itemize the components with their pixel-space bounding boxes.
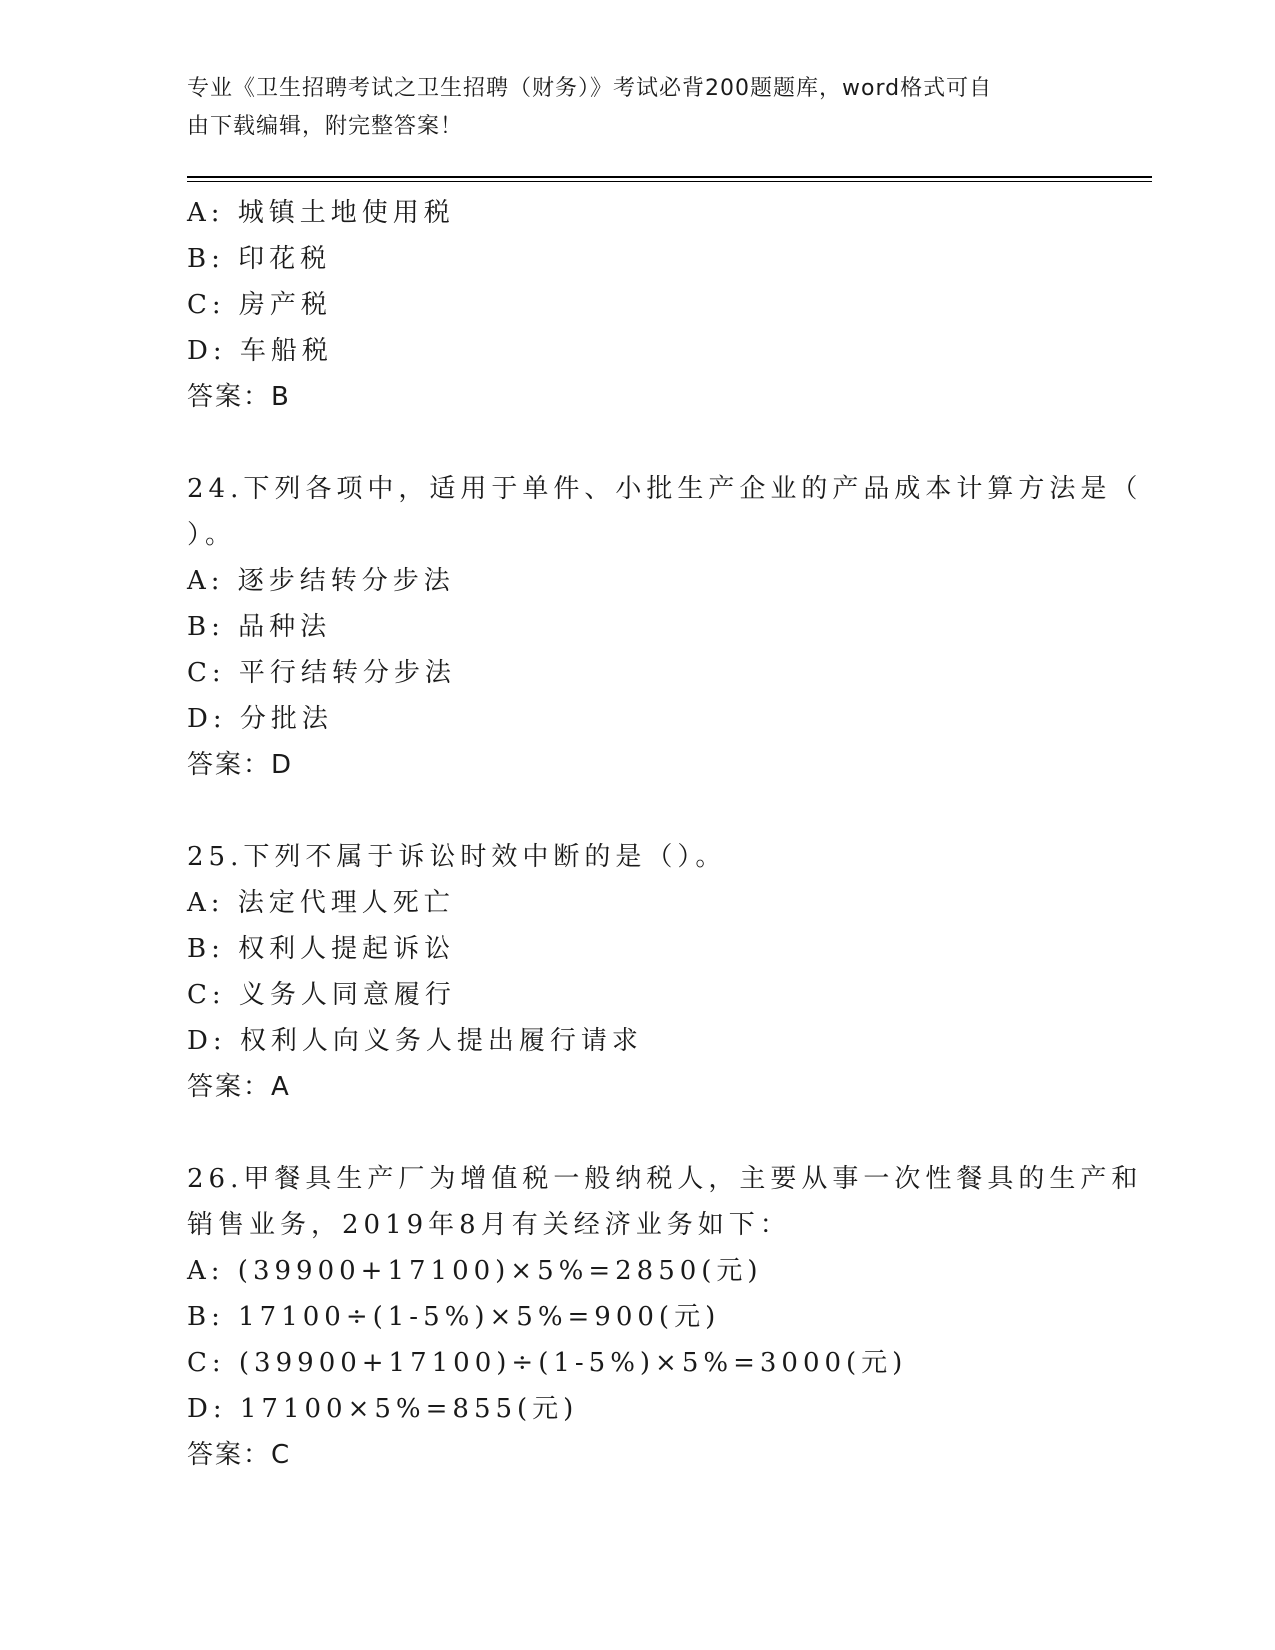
option-a: A: 城镇土地使用税 [187,198,455,228]
question-25 [187,834,1087,1110]
option-a: A: 法定代理人死亡 [187,888,455,918]
option-d: D: 车船税 [187,336,333,366]
question-stem-line-1: 24.下列各项中，适用于单件、小批生产企业的产品成本计算方法是（ [187,474,1143,504]
header-line-2: 由下载编辑，附完整答案！ [187,114,464,139]
answer-line: 答案：B [187,382,291,412]
spacer [187,420,1087,466]
question-stem-line-1: 26.甲餐具生产厂为增值税一般纳税人，主要从事一次性餐具的生产和 [187,1164,1143,1194]
option-d: D: 17100×5%=855(元) [187,1394,579,1424]
spacer [187,788,1087,834]
option-a: A: (39900+17100)×5%=2850(元) [187,1256,763,1286]
answer-line: 答案：A [187,1072,291,1102]
header-line-1: 专业《卫生招聘考试之卫生招聘（财务）》考试必背200题题库，word格式可自 [187,76,993,101]
document-header [187,70,1087,146]
answer-line: 答案：D [187,750,294,780]
option-c: C: 房产税 [187,290,332,320]
option-b: B: 17100÷(1-5%)×5%=900(元) [187,1302,721,1332]
option-c: C: 平行结转分步法 [187,658,456,688]
option-d: D: 分批法 [187,704,333,734]
question-24 [187,466,1143,788]
option-b: B: 权利人提起诉讼 [187,934,456,964]
option-b: B: 印花税 [187,244,332,274]
question-stem-line-2: 销售业务，2019年8月有关经济业务如下： [187,1210,791,1240]
question-list [187,190,1143,1478]
option-b: B: 品种法 [187,612,332,642]
option-a: A: 逐步结转分步法 [187,566,455,596]
spacer [187,1110,1087,1156]
option-c: C: 义务人同意履行 [187,980,456,1010]
question-stem-line-1: 25.下列不属于诉讼时效中断的是（）。 [187,842,727,872]
question-26 [187,1156,1143,1478]
header-rule-thin [187,181,1152,182]
question-23 [187,190,1087,420]
question-stem-line-2: ）。 [187,520,237,550]
answer-line: 答案：C [187,1440,292,1470]
option-c: C: (39900+17100)÷(1-5%)×5%=3000(元) [187,1348,908,1378]
header-rule-thick [187,176,1152,178]
option-d: D: 权利人向义务人提出履行请求 [187,1026,643,1056]
